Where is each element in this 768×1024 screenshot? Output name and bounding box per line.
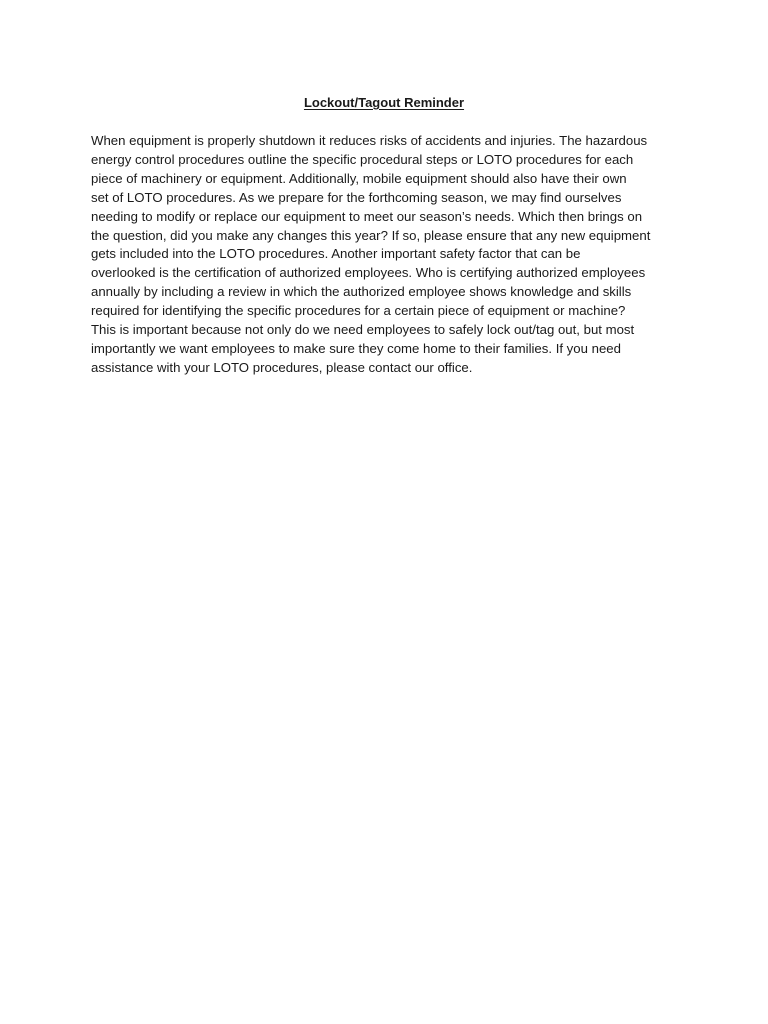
paragraph-line: needing to modify or replace our equipment to meet our season’s needs. Which then brings on: [91, 208, 643, 224]
paragraph-line: overlooked is the certification of authorized employees. Who is certifying authorized employees: [91, 265, 646, 281]
paragraph-line: This is important because not only do we need employees to safely lock out/tag out, but most: [91, 322, 635, 338]
body-paragraph: [91, 132, 681, 378]
paragraph-line: When equipment is properly shutdown it reduces risks of accidents and injuries. The hazardous: [91, 133, 648, 148]
paragraph-line: gets included into the LOTO procedures. Another important safety factor that can be: [91, 246, 581, 262]
paragraph-line: importantly we want employees to make sure they come home to their families. If you need: [91, 340, 621, 356]
paragraph-line: piece of machinery or equipment. Additionally, mobile equipment should also have their own: [91, 170, 627, 186]
paragraph-line: set of LOTO procedures. As we prepare for the forthcoming season, we may find ourselves: [91, 189, 622, 205]
paragraph-line: energy control procedures outline the specific procedural steps or LOTO procedures for each: [91, 151, 634, 167]
paragraph-line: required for identifying the specific procedures for a certain piece of equipment or machine?: [91, 303, 626, 319]
paragraph-line: annually by including a review in which the authorized employee shows knowledge and skills: [91, 284, 632, 300]
paragraph-line: assistance with your LOTO procedures, please contact our office.: [91, 359, 473, 375]
document-title: Lockout/Tagout Reminder: [303, 95, 465, 110]
paragraph-line: the question, did you make any changes this year? If so, please ensure that any new equipment: [91, 227, 651, 243]
